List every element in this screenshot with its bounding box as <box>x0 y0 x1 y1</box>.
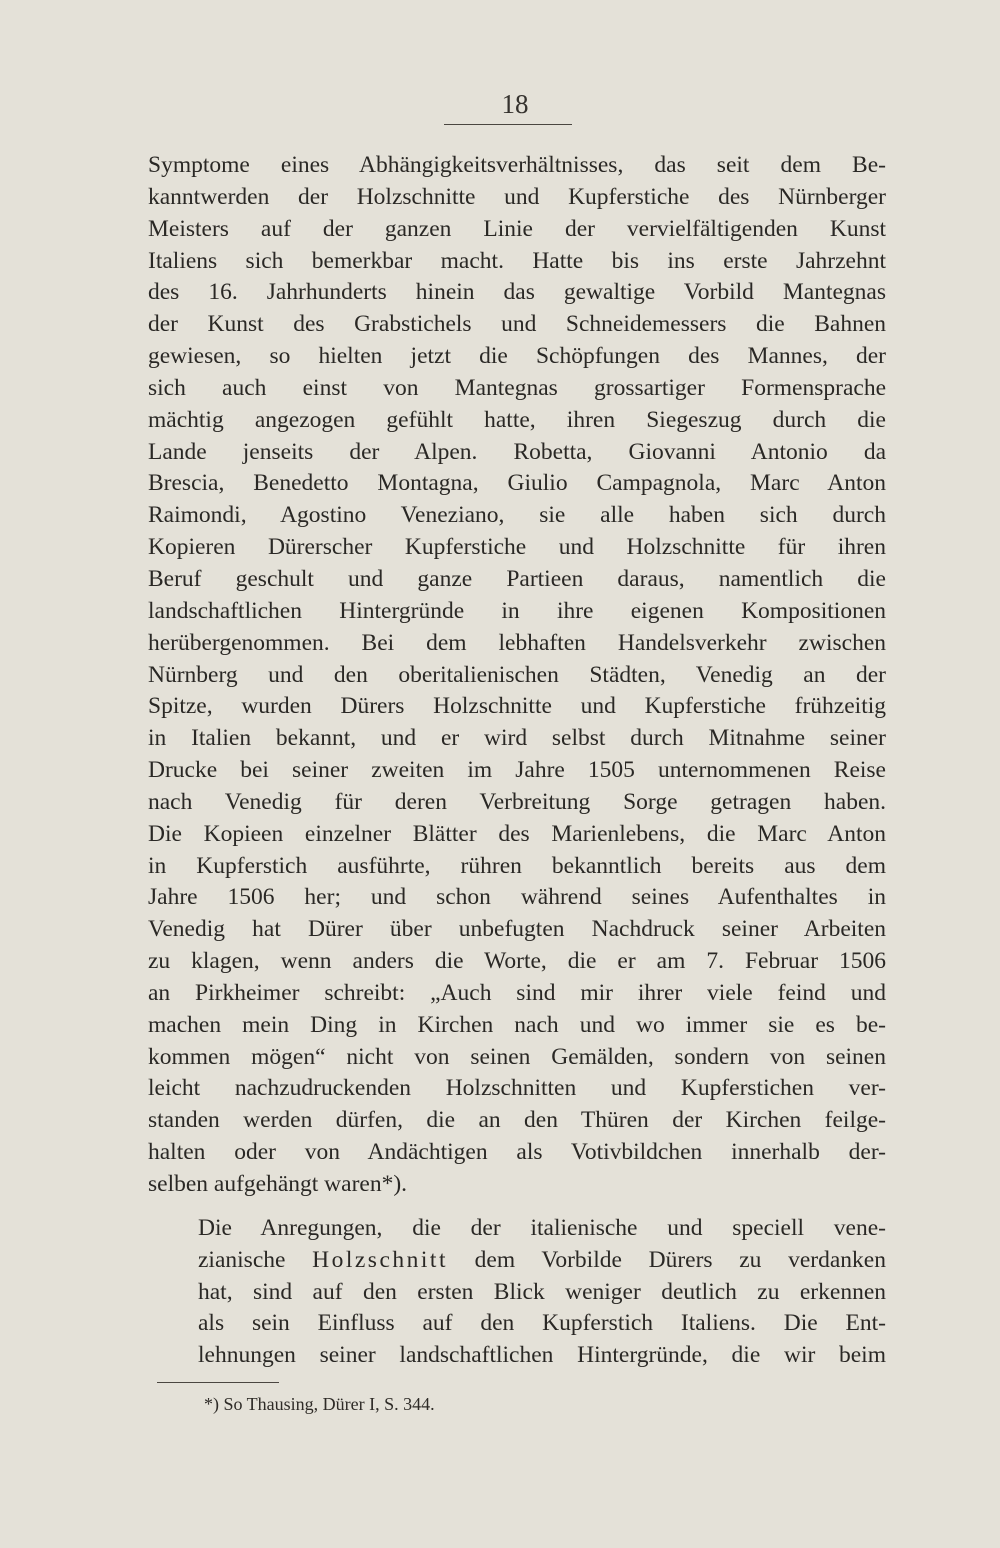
footnote-rule <box>157 1382 279 1383</box>
text-line: lehnungen seiner landschaftlichen Hintergründe, die wir beim <box>198 1342 886 1369</box>
text-line: Jahre 1506 her; und schon während seines Aufenthaltes in <box>148 884 886 911</box>
text-fragment: dem Vorbilde Dürers zu verdanken <box>447 1246 886 1273</box>
text-line: Lande jenseits der Alpen. Robetta, Giovanni Antonio da <box>148 438 886 465</box>
text-line: Raimondi, Agostino Veneziano, sie alle haben sich durch <box>148 502 886 529</box>
text-line: hat, sind auf den ersten Blick weniger deutlich zu erkennen <box>198 1278 886 1305</box>
paragraph-1 <box>148 150 886 1201</box>
text-line: kanntwerden der Holzschnitte und Kupferstiche des Nürnberger <box>148 183 886 210</box>
text-line: sich auch einst von Mantegnas grossartiger Formensprache <box>148 374 886 401</box>
text-line: herübergenommen. Bei dem lebhaften Handelsverkehr zwischen <box>148 629 886 656</box>
text-line: als sein Einfluss auf den Kupferstich Italiens. Die Ent- <box>198 1310 886 1337</box>
text-line: standen werden dürfen, die an den Thüren der Kirchen feilge- <box>148 1107 886 1134</box>
text-line: selben aufgehängt waren*). <box>148 1171 408 1197</box>
text-line: kommen mögen“ nicht von seinen Gemälden, sondern von seinen <box>148 1043 886 1070</box>
emphasized-term: Holzschnitt <box>312 1246 448 1273</box>
text-line: Italiens sich bemerkbar macht. Hatte bis ins erste Jahrzehnt <box>148 247 886 274</box>
paragraph-2 <box>148 1213 886 1372</box>
text-line: in Kupferstich ausführte, rühren bekanntlich bereits aus dem <box>148 852 886 879</box>
text-line: mächtig angezogen gefühlt hatte, ihren Siegeszug durch die <box>148 406 886 433</box>
text-line: Symptome eines Abhängigkeitsverhältnisses, das seit dem Be- <box>148 152 886 178</box>
text-line: landschaftlichen Hintergründe in ihre eigenen Kompositionen <box>148 597 886 624</box>
text-line: Beruf geschult und ganze Partieen daraus, namentlich die <box>148 565 886 592</box>
text-line: zu klagen, wenn anders die Worte, die er am 7. Februar 1506 <box>148 948 886 975</box>
text-line: der Kunst des Grabstichels und Schneidemessers die Bahnen <box>148 311 886 338</box>
text-line: gewiesen, so hielten jetzt die Schöpfungen des Mannes, der <box>148 343 886 370</box>
text-line: Die Kopieen einzelner Blätter des Marienlebens, die Marc Anton <box>148 820 886 847</box>
text-line: Nürnberg und den oberitalienischen Städten, Venedig an der <box>148 661 886 688</box>
text-line: Kopieren Dürerscher Kupferstiche und Holzschnitte für ihren <box>148 534 886 561</box>
text-line: des 16. Jahrhunderts hinein das gewaltige Vorbild Mantegnas <box>148 279 886 306</box>
text-line: nach Venedig für deren Verbreitung Sorge getragen haben. <box>148 788 886 815</box>
text-line: Meisters auf der ganzen Linie der vervielfältigenden Kunst <box>148 215 886 242</box>
text-line: Brescia, Benedetto Montagna, Giulio Campagnola, Marc Anton <box>148 470 886 497</box>
text-line: Spitze, wurden Dürers Holzschnitte und Kupferstiche frühzeitig <box>148 693 886 720</box>
body-text <box>148 150 886 1372</box>
header-rule <box>444 124 572 125</box>
text-line: Drucke bei seiner zweiten im Jahre 1505 unternommenen Reise <box>148 757 886 784</box>
text-line: Die Anregungen, die der italienische und speciell vene- <box>198 1214 886 1241</box>
text-line: leicht nachzudruckenden Holzschnitten und Kupferstichen ver- <box>148 1075 886 1102</box>
text-line: an Pirkheimer schreibt: „Auch sind mir ihrer viele feind und <box>148 979 886 1006</box>
text-line: machen mein Ding in Kirchen nach und wo immer sie es be- <box>148 1011 886 1038</box>
text-line: Venedig hat Dürer über unbefugten Nachdruck seiner Arbeiten <box>148 916 886 943</box>
text-line: halten oder von Andächtigen als Votivbildchen innerhalb der- <box>148 1139 886 1166</box>
text-line: in Italien bekannt, und er wird selbst durch Mitnahme seiner <box>148 725 886 752</box>
text-line-spaced-composite <box>148 1245 886 1277</box>
text-fragment: zianische <box>198 1246 313 1273</box>
footnote: *) So Thausing, Dürer I, S. 344. <box>204 1394 435 1414</box>
page-number: 18 <box>501 89 529 119</box>
